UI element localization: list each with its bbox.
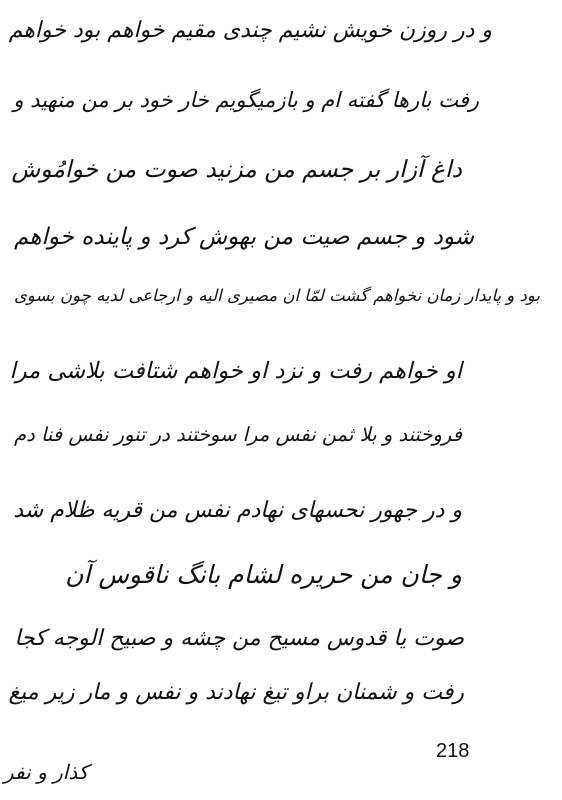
verse-line-9: و جان من حریره لشام بانگ ناقوس آن <box>65 560 462 589</box>
verse-line-10: صوت یا قدوس مسیح من چشه و صبیح الوجه کجا <box>14 626 464 651</box>
verse-line-2: رفت بارها گفته ام و بازمیگویم خار خود بر من منهید و <box>13 88 479 112</box>
verse-line-1: و در روزن خویش نشیم چندی مقیم خواهم بود خواهم <box>8 18 492 43</box>
catchword: کذار و نفر <box>4 760 89 784</box>
verse-line-6: او خواهم رفت و نزد او خواهم شتافت بلاشی مرا <box>9 358 462 384</box>
page-number: 218 <box>436 740 470 762</box>
verse-line-8: و در جهور نحسهای نهادم نفس من قریه ظلام شد <box>13 498 462 523</box>
verse-line-11: رفت و شمنان براو تیغ نهادند و نفس و مار زیر میغ <box>8 680 464 705</box>
verse-line-5: بود و پایدار زمان نخواهم گشت لمّا ان مصیری الیه و ارجاعی لدیه چون بسوی <box>14 286 540 305</box>
verse-line-3: داغ آزار بر جسم من مزنید صوت من خوامُوش <box>11 155 462 183</box>
verse-line-7: فروختند و بلا ثمن نفس مرا سوختند در تنور نفس فنا دم <box>14 423 462 446</box>
verse-line-4: شود و جسم صیت من بهوش کرد و پاینده خواهم <box>14 224 474 250</box>
